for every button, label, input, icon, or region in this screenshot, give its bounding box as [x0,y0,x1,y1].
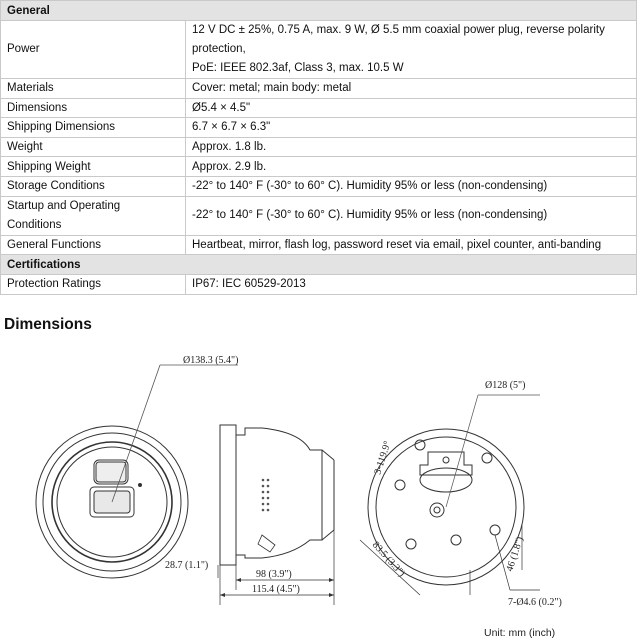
side-depth-total-label: 115.4 (4.5") [252,584,300,595]
base-span-label: 83.5 (3.3") [369,539,407,580]
spec-value-line: -22° to 140° F (-30° to 60° C). Humidity 95% or less (non-condensing) [192,209,548,222]
spec-label: Materials [1,79,186,99]
spec-label: Power [1,21,186,79]
base-holes-label: 7-Ø4.6 (0.2") [508,597,562,608]
spec-value-line: Approx. 2.9 lb. [192,160,267,173]
base-hole-distance-label: 46 (1.8") [504,535,526,573]
spec-row [1,176,637,196]
spec-value-line: 6.7 × 6.7 × 6.3" [192,121,271,134]
spec-label: Dimensions [1,98,186,118]
spec-row [1,235,637,255]
spec-row [1,157,637,177]
spec-row [1,98,637,118]
spec-row [1,196,637,235]
section-header-row [1,255,637,275]
base-diameter-label: Ø128 (5") [485,380,526,391]
front-diameter-label: Ø138.3 (5.4") [183,355,239,366]
spec-row [1,118,637,138]
dimensions-heading: Dimensions [4,316,92,333]
spec-value-line: Cover: metal; main body: metal [192,82,352,95]
spec-row [1,79,637,99]
unit-note: Unit: mm (inch) [484,627,556,639]
spec-label: Shipping Dimensions [1,118,186,138]
spec-value [186,118,637,138]
spec-value-line: protection, [192,43,246,55]
front-view [36,365,238,578]
spec-value [186,196,637,235]
spec-value-line: Heartbeat, mirror, flash log, password reset via email, pixel counter, anti-banding [192,238,602,251]
spec-value-line: Ø5.4 × 4.5" [192,101,251,114]
section-title: General [1,1,637,21]
spec-label-line: Conditions [7,218,62,231]
spec-label: Weight [1,137,186,157]
spec-value-line: Approx. 1.8 lb. [192,141,267,154]
spec-value-line: 12 V DC ± 25%, 0.75 A, max. 9 W, Ø 5.5 mm coaxial power plug, reverse polarity [192,24,605,36]
spec-table-body [1,1,637,295]
spec-value [186,98,637,118]
spec-value [186,157,637,177]
spec-value-line: IP67: IEC 60529-2013 [192,278,306,291]
spec-label: General Functions [1,235,186,255]
specifications-table [0,0,637,295]
spec-row [1,21,637,79]
spec-label: Shipping Weight [1,157,186,177]
base-angle-label: 3-119.9° [372,439,394,476]
spec-value [186,176,637,196]
spec-value [186,235,637,255]
spec-value [186,275,637,295]
spec-row [1,137,637,157]
spec-value [186,21,637,79]
dimensions-drawing [0,340,640,626]
side-height-label: 28.7 (1.1") [165,560,209,571]
spec-value [186,137,637,157]
section-header-row [1,1,637,21]
spec-label [1,196,186,235]
spec-value-line: PoE: IEEE 802.3af, Class 3, max. 10.5 W [192,62,404,74]
spec-value-line: -22° to 140° F (-30° to 60° C). Humidity 95% or less (non-condensing) [192,180,548,193]
section-title: Certifications [1,255,637,275]
spec-value [186,79,637,99]
spec-row [1,275,637,295]
spec-label-line: Startup and Operating [7,199,121,212]
side-depth-inner-label: 98 (3.9") [256,569,292,580]
spec-label: Protection Ratings [1,275,186,295]
spec-label: Storage Conditions [1,176,186,196]
